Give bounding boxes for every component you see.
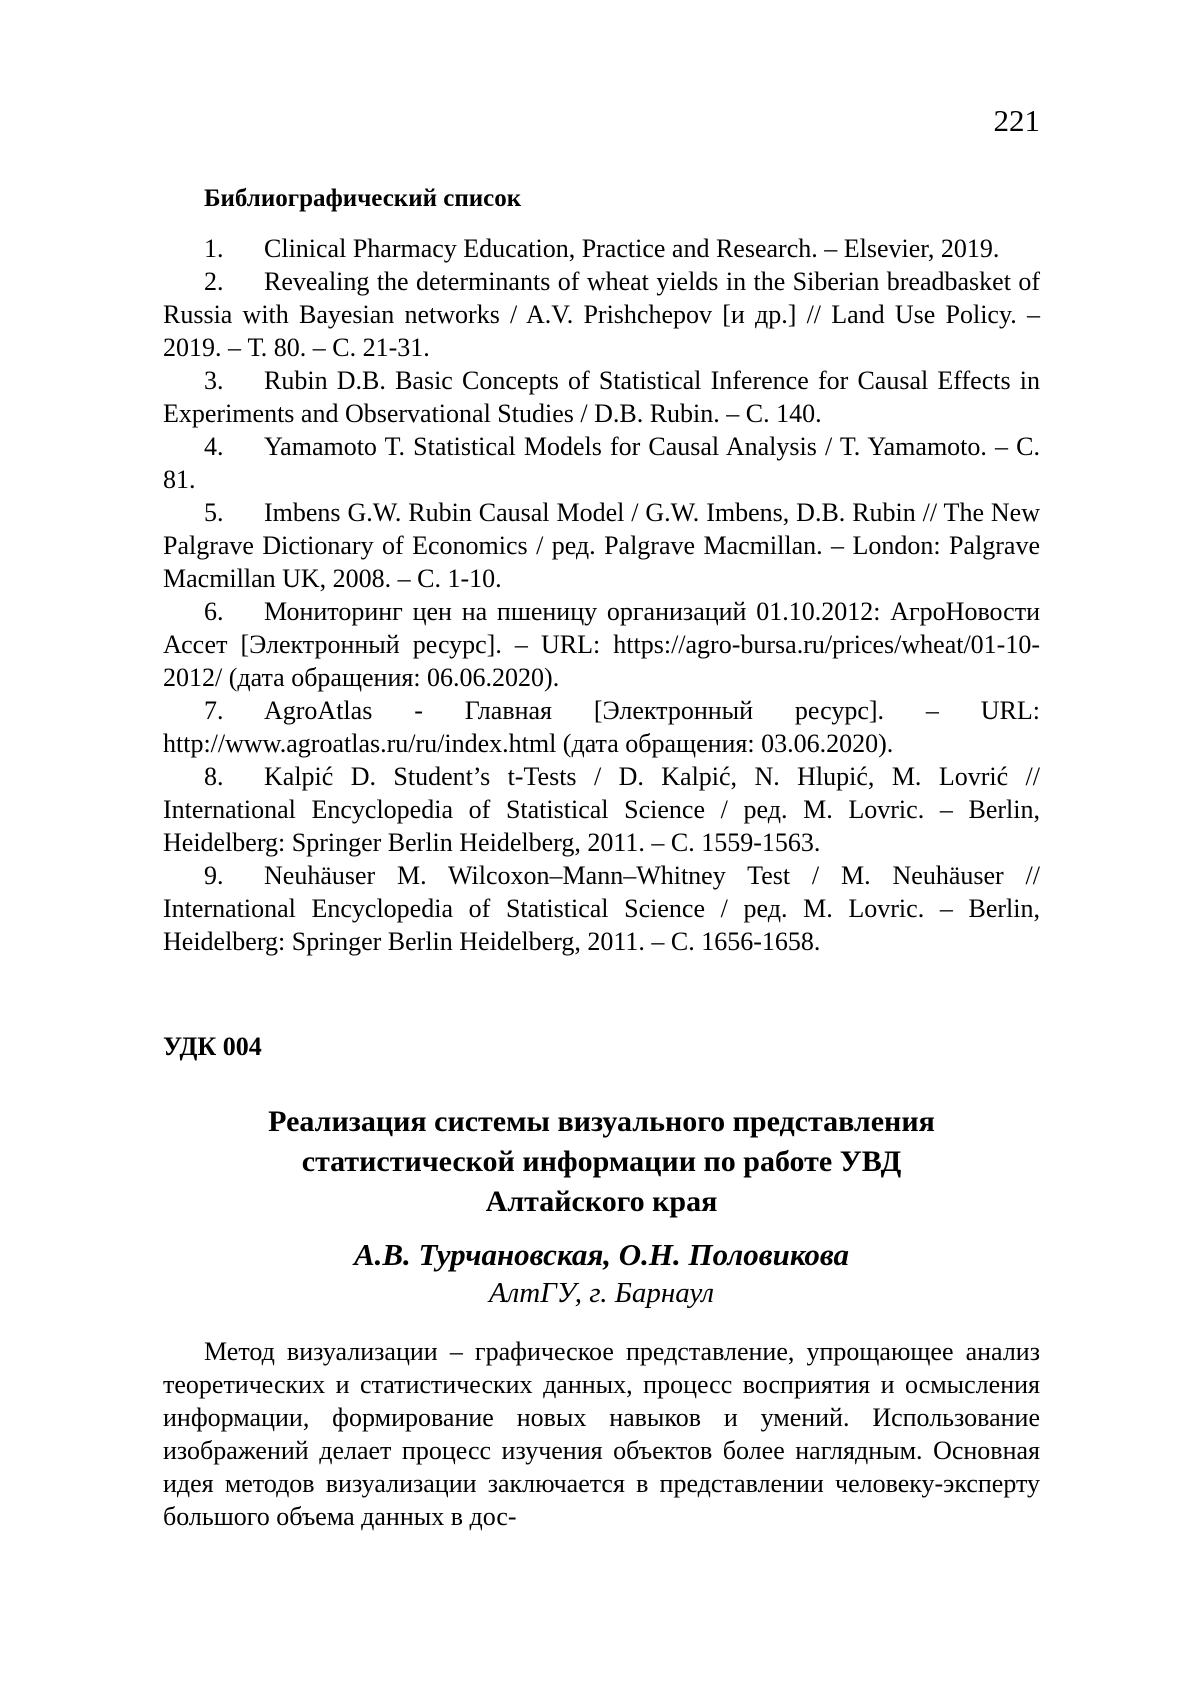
bibliography-item-number: 4. [204,432,224,461]
bibliography-list [163,232,1040,958]
article-title-line: Реализация системы визуального представления [268,1105,935,1138]
bibliography-item [163,364,1040,430]
bibliography-item [163,232,1040,265]
article-authors: А.В. Турчановская, О.Н. Половикова [353,1237,850,1272]
bibliography-item [163,859,1040,958]
bibliography-item [163,496,1040,595]
bibliography-item [163,760,1040,859]
bibliography-item-number: 2. [204,267,224,296]
bibliography-item-number: 1. [204,234,224,263]
bibliography-item-text: Yamamoto T. Statistical Models for Causal Analysis / T. Yamamoto. – С. 81. [163,432,1040,494]
udk-code: УДК 004 [163,1032,262,1061]
document-page [163,0,1040,1703]
bibliography-item-text: Imbens G.W. Rubin Causal Model / G.W. Imbens, D.B. Rubin // The New Palgrave Dictionary of Economics / ред. Palgrave Macmillan. – London: Palgrave Macmillan UK, 2008. – С. 1-10. [163,498,1040,593]
bibliography-item-number: 3. [204,366,224,395]
bibliography-item-number: 6. [204,597,224,626]
bibliography-item-number: 8. [204,762,224,791]
bibliography-item [163,694,1040,760]
bibliography-item-text: Revealing the determinants of wheat yields in the Siberian breadbasket of Russia with Bayesian networks / A.V. Prishchepov [и др.] // Land Use Policy. – 2019. – Т. 80. – С. 21-31. [163,267,1040,362]
bibliography-item-number: 9. [204,861,224,890]
bibliography-heading: Библиографический список [204,185,522,212]
bibliography-item-text: Neuhäuser M. Wilcoxon–Mann–Whitney Test / M. Neuhäuser // International Encyclopedia of Statistical Science / ред. M. Lovric. – Berlin, Heidelberg: Springer Berlin Heidelberg, 2011. – С. 1656-1658. [163,861,1040,956]
page-number: 221 [993,103,1040,138]
bibliography-item-text: Kalpić D. Student’s t-Tests / D. Kalpić, N. Hlupić, M. Lovrić // International Encyclopedia of Statistical Science / ред. M. Lovric. – Berlin, Heidelberg: Springer Berlin Heidelberg, 2011. – С. 1559-1563. [163,762,1040,857]
bibliography-item-text: Мониторинг цен на пшеницу организаций 01.10.2012: АгроНовости Ассет [Электронный ресурс]. – URL: https://agro-bursa.ru/prices/wheat/01-10-2012/ (дата обращения: 06.06.2020). [163,597,1040,692]
bibliography-item-number: 7. [204,696,224,725]
bibliography-item-text: Clinical Pharmacy Education, Practice and Research. – Elsevier, 2019. [264,234,1000,263]
bibliography-item [163,265,1040,364]
bibliography-item [163,430,1040,496]
article-affiliation: АлтГУ, г. Барнаул [488,1277,715,1309]
article-title-line: статистической информации по работе УВД [301,1145,902,1178]
bibliography-item-text: Rubin D.B. Basic Concepts of Statistical Inference for Causal Effects in Experiments and Observational Studies / D.B. Rubin. – С. 140. [163,366,1040,428]
bibliography-item-number: 5. [204,498,224,527]
article-title-line: Алтайского края [485,1185,718,1218]
bibliography-item-text: AgroAtlas - Главная [Электронный ресурс]. – URL: http://www.agroatlas.ru/ru/index.html (дата обращения: 03.06.2020). [163,696,1040,758]
article-body-paragraph: Метод визуализации – графическое представление, упрощающее анализ теоретических и статистических данных, процесс восприятия и осмысления информации, формирование новых навыков и умений. Использование изображений делает процесс изучения объектов более наглядным. Основная идея методов визуализации заключается в представлении человеку-эксперту большого объема данных в дос- [163,1337,1040,1531]
bibliography-item [163,595,1040,694]
article-title [163,1102,1040,1222]
